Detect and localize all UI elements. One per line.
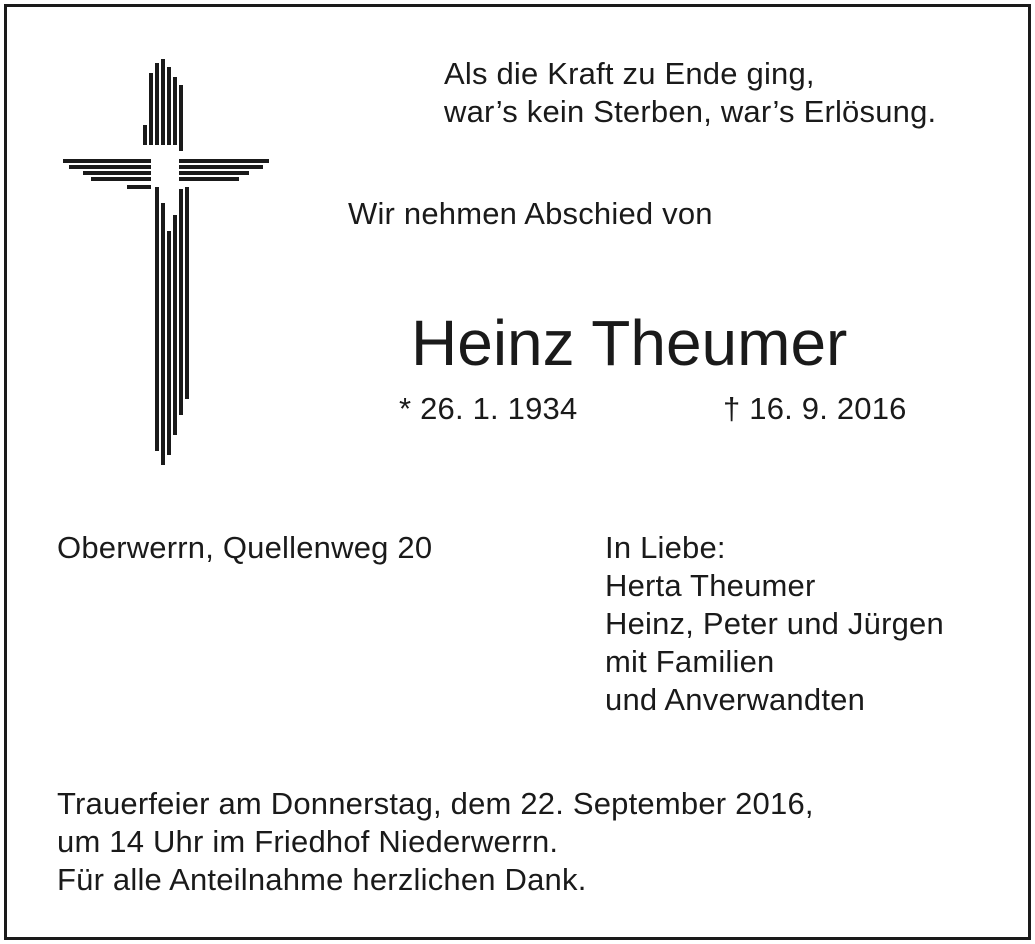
mourner-line: mit Familien xyxy=(605,644,775,679)
verse-line: war’s kein Sterben, war’s Erlösung. xyxy=(444,94,937,129)
obituary-notice xyxy=(4,4,1031,940)
mourner-line: Herta Theumer xyxy=(605,568,816,603)
deceased-name: Heinz Theumer xyxy=(411,307,848,379)
farewell-intro: Wir nehmen Abschied von xyxy=(348,196,713,231)
mourners-heading: In Liebe: xyxy=(605,530,726,565)
service-line: um 14 Uhr im Friedhof Niederwerrn. xyxy=(57,824,559,859)
mourner-line: Heinz, Peter und Jürgen xyxy=(605,606,944,641)
funeral-service-info xyxy=(57,785,814,899)
death-date: † 16. 9. 2016 xyxy=(723,391,907,426)
verse xyxy=(444,55,936,131)
service-line: Trauerfeier am Donnerstag, dem 22. September 2016, xyxy=(57,786,814,821)
verse-line: Als die Kraft zu Ende ging, xyxy=(444,56,815,91)
family-address: Oberwerrn, Quellenweg 20 xyxy=(57,530,433,565)
mourner-line: und Anverwandten xyxy=(605,682,866,717)
service-line: Für alle Anteilnahme herzlichen Dank. xyxy=(57,862,587,897)
christian-cross-icon xyxy=(55,55,275,475)
mourners-list xyxy=(605,529,944,719)
birth-date: * 26. 1. 1934 xyxy=(399,391,578,426)
